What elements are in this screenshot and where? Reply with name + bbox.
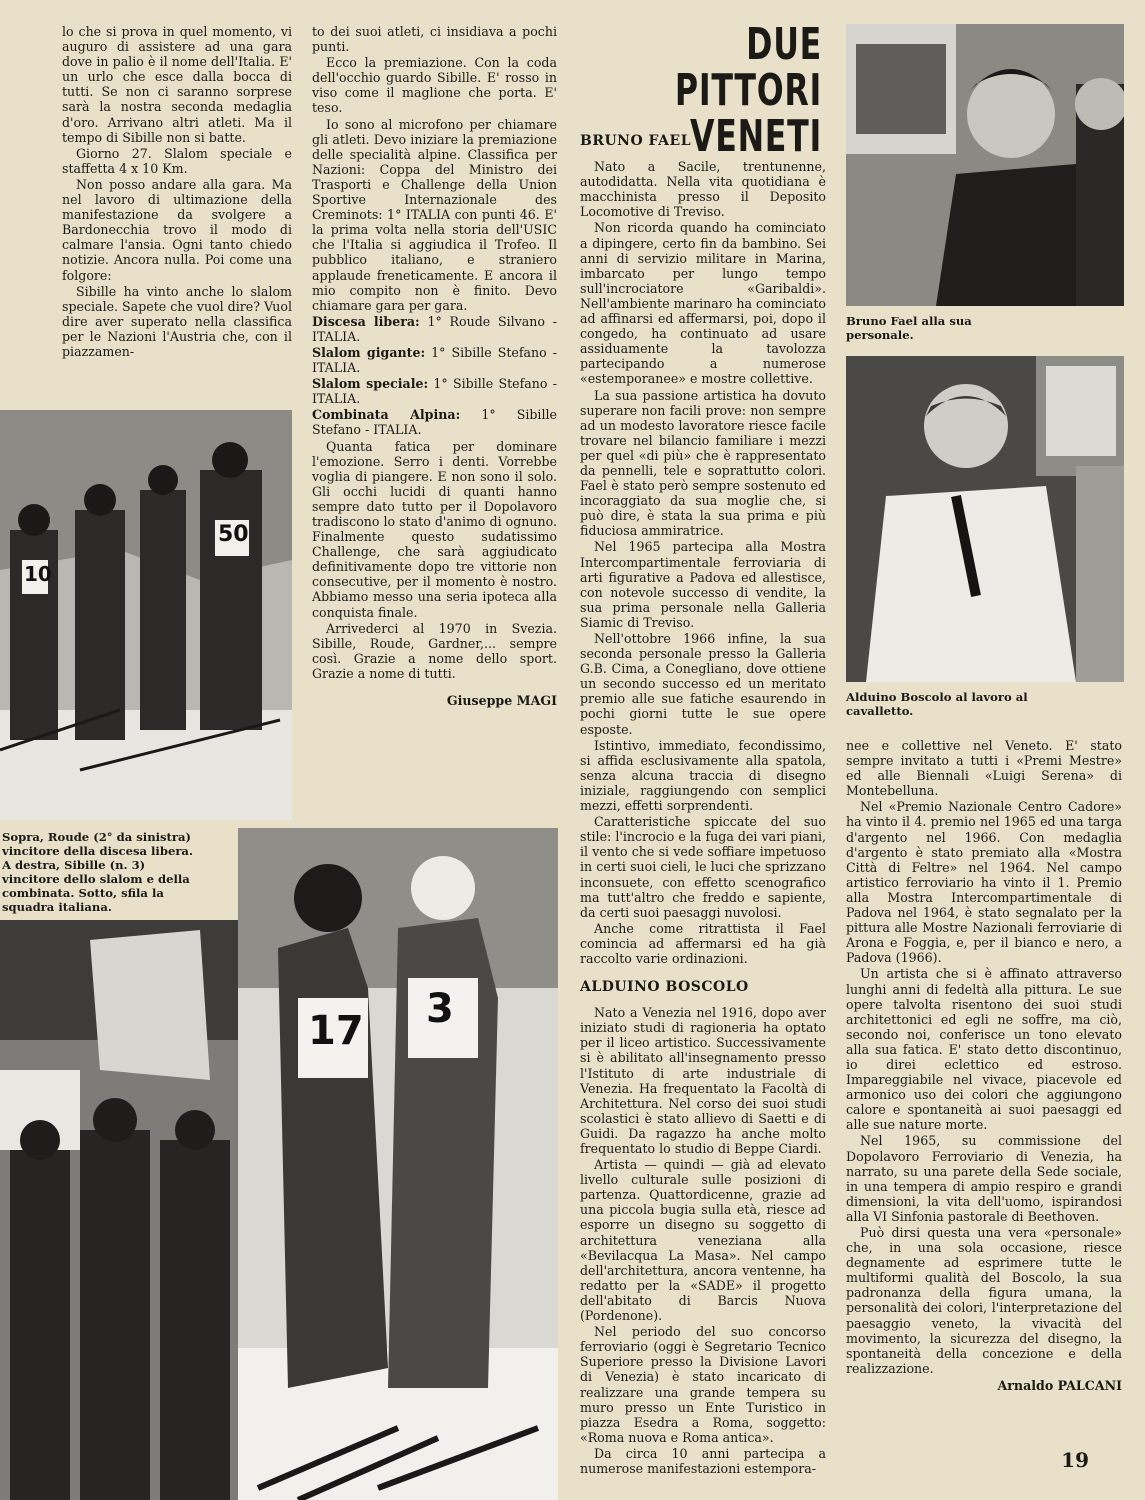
result-value: 1° Sibille Stefano - ITALIA.	[312, 344, 557, 376]
article-title: DUE PITTORI VENETI	[674, 19, 822, 162]
result-speciale	[312, 376, 557, 406]
paragraph: Non ricorda quando ha cominciato a dipingere, certo fin da bambino. Sei anni di servizio militare in Marina, imbarcato per lungo tempo sull'incrociatore «Garibaldi». Nell'ambiente marinaro ha cominciato ad affinarsi ed affermarsi, poi, dopo il congedo, ha continuato ad usare assiduamente la tavolozza partecipando a numerose «estemporanee» e mostre collettive.	[580, 220, 826, 387]
result-label: Slalom speciale:	[312, 376, 429, 392]
paragraph: Può dirsi questa una vera «personale» che, in una sola occasione, riesce degnamente ad esprimere tutte le multiformi qualità del Boscolo, la sua padronanza della figura umana, la personalità dei colori, l'interpretazione del paesaggio veneto, la vivacità del movimento, la sicurezza del disegno, la spontaneità della concezione e della realizzazione.	[846, 1225, 1122, 1376]
photo-parade-crowd	[0, 920, 238, 1500]
paragraph: Nel periodo del suo concorso ferroviario (oggi è Segretario Tecnico Superiore presso la Divisione Lavori di Venezia) è stato incaricato di realizzare una grande tempera su muro presso un Ente Turistico in piazza Esedra a Roma, soggetto: «Roma nuova e Roma antica».	[580, 1324, 826, 1445]
result-gigante	[312, 345, 557, 375]
paragraph: nee e collettive nel Veneto. E' stato sempre invitato a tutti i «Premi Mestre» ed alle Biennali «Luigi Serena» di Montebelluna.	[846, 738, 1122, 799]
paragraph: lo che si prova in quel momento, vi auguro di assistere ad una gara dove in palio è il nome dell'Italia. E' un urlo che esce dalla bocca di tutti. Se non ci saranno sorprese sarà la nostra seconda medaglia d'oro. Arrivano altri atleti. Ma il tempo di Sibille non si batte.	[62, 24, 292, 145]
result-discesa	[312, 314, 557, 344]
result-value: 1° Sibille Stefano - ITALIA.	[312, 407, 557, 438]
paragraph: Un artista che si è affinato attraverso lunghi anni di fedeltà alla pittura. Le sue opere talvolta risentono dei suoi studi architettonici ed egli ne soffre, ma ciò, secondo noi, conferisce un tono elevato alla sua fatica. E' stato detto discontinuo, io direi eclettico ed estroso. Impareggiabile nel vivace, piacevole ed armonico uso dei colori che aggiungono calore e spontaneità ai suoi paesaggi ed alle sue nature morte.	[846, 966, 1122, 1133]
bib-number-10: 10	[24, 562, 52, 586]
paragraph: Ecco la premiazione. Con la coda dell'occhio guardo Sibille. E' rosso in viso come il maglione che porta. E' teso.	[312, 55, 557, 116]
paragraph: Giorno 27. Slalom speciale e staffetta 4 x 10 Km.	[62, 145, 292, 176]
paragraph: Nell'ottobre 1966 infine, la sua seconda personale presso la Galleria G.B. Cima, a Conegliano, dove ottiene un secondo successo ed un meritato premio alle sue fatiche esaurendo in pochi giorni tutte le sue opere esposte.	[580, 631, 826, 737]
signature-magi: Giuseppe MAGI	[446, 693, 557, 709]
skiers-photo-caption: Sopra, Roude (2° da sinistra) vincitore della discesa libera. A destra, Sibille (n. 3) vincitore dello slalom e della combinata. Sotto, sfila la squadra italiana.	[2, 830, 193, 914]
photo-alduino-boscolo	[846, 356, 1124, 682]
page-number: 19	[1061, 1448, 1089, 1472]
paragraph: Nel 1965, su commissione del Dopolavoro Ferroviario di Venezia, ha narrato, su una parete della Sede sociale, in una tempera di ampio respiro e grandi dimensioni, la vita dell'uomo, ispirandosi alla VI Sinfonia pastorale di Beethoven.	[846, 1133, 1122, 1224]
alduino-boscolo-image	[846, 356, 1124, 682]
result-label: Discesa libera:	[312, 313, 420, 329]
roude-sibille-image	[238, 828, 558, 1500]
paragraph: Arrivederci al 1970 in Svezia. Sibille, Roude, Gardner,... sempre così. Grazie a nome dello sport. Grazie a nome di tutti.	[312, 620, 557, 681]
result-value: 1° Roude Silvano - ITALIA.	[312, 313, 557, 344]
paragraph: Anche come ritrattista il Fael comincia ad affermarsi ed ha già raccolto varie ordinazioni.	[580, 920, 826, 966]
signature-palcani: Arnaldo PALCANI	[997, 1377, 1122, 1393]
bruno-fael-image	[846, 24, 1124, 306]
caption-alduino-boscolo: Alduino Boscolo al lavoro al cavalletto.	[846, 690, 1028, 718]
photo-roude-sibille	[238, 828, 558, 1500]
paragraph: Da circa 10 anni partecipa a numerose manifestazioni estempora-	[580, 1445, 826, 1476]
result-value: 1° Sibille Stefano - ITALIA.	[312, 376, 557, 407]
paragraph: to dei suoi atleti, ci insidiava a pochi punti.	[312, 24, 557, 55]
paragraph: Artista — quindi — già ad elevato livello culturale sulle posizioni di partenza. Quattordicenne, grazie ad una piccola bugia sulla età, riesce ad esporre un disegno su soggetto di architettura veneziana alla «Bevilacqua La Masa». Nel campo dell'architettura, ancora ventenne, ha redatto per la «SADE» il progetto dell'abitato di Barcis Nuova (Pordenone).	[580, 1157, 826, 1324]
paragraph: Caratteristiche spiccate del suo stile: l'incrocio e la fuga dei vari piani, il vento che si vede soffiare impetuoso in certi suoi cieli, le luci che sprizzano inconsuete, con effetto scenografico ma tutt'altro che freddo e sapiente, da certi suoi paesaggi nuvolosi.	[580, 814, 826, 920]
article2-column4	[846, 738, 1122, 1393]
paragraph: Non posso andare alla gara. Ma nel lavoro di ultimazione della manifestazione da svolgere a Bardonecchia trovo il modo di calmare l'ansia. Ogni tanto chiedo notizie. Ancora nulla. Poi come una folgore:	[62, 176, 292, 283]
article1-column1	[62, 24, 292, 360]
article1-column2	[312, 24, 557, 708]
result-label: Combinata Alpina:	[312, 407, 461, 423]
paragraph: Nato a Sacile, trentunenne, autodidatta. Nella vita quotidiana è macchinista presso il Deposito Locomotive di Treviso.	[580, 159, 826, 220]
paragraph: Istintivo, immediato, fecondissimo, si affida esclusivamente alla spatola, senza alcuna traccia di disegno iniziale, raggiungendo con semplici mezzi, effetti sorprendenti.	[580, 737, 826, 814]
photo-bruno-fael	[846, 24, 1124, 306]
section-heading-alduino-boscolo: ALDUINO BOSCOLO	[580, 979, 749, 996]
paragraph: Sibille ha vinto anche lo slalom speciale. Sapete che vuol dire? Vuol dire aver superato nella classifica per le Nazioni l'Austria che, con il piazzamen-	[62, 283, 293, 359]
skiers-group-image	[0, 410, 292, 820]
bib-number-50: 50	[218, 522, 249, 547]
caption-bruno-fael: Bruno Fael alla sua personale.	[846, 314, 972, 342]
bib-number-17: 17	[308, 1008, 364, 1054]
paragraph: Quanta fatica per dominare l'emozione. Serro i denti. Vorrebbe voglia di piangere. E non sono il solo. Gli occhi lucidi di quanti hanno sempre dato tutto per il Dopolavoro tradiscono lo stato d'animo di ognuno. Finalmente questo sudatissimo Challenge, che sarà aggiudicato definitivamente dopo tre vittorie non consecutive, per il momento è nostro. Abbiamo messo una seria ipoteca alla conquista finale.	[312, 438, 557, 620]
paragraph: La sua passione artistica ha dovuto superare non facili prove: non sempre ad un modesto lavoratore riesce facile trovare nel bilancio familiare i mezzi per quel «di più» che è rappresentato da pennelli, tele e soprattutto colori. Fael è stato però sempre sostenuto ed incoraggiato da sua moglie che, si può dire, è stata la sua prima e più fiduciosa ammiratrice.	[580, 387, 826, 539]
article2-column3	[580, 126, 826, 1477]
paragraph: Nato a Venezia nel 1916, dopo aver iniziato studi di ragioneria ha optato per il liceo artistico. Successivamente si è abilitato all'insegnamento presso l'Istituto di arte industriale di Venezia. Ha frequentato la Facoltà di Architettura. Nel corso dei suoi studi scolastici è stato allievo di Saetti e di Guidi. Da ragazzo ha anche molto frequentato lo studio di Beppe Ciardi.	[580, 1005, 826, 1156]
paragraph: Io sono al microfono per chiamare gli atleti. Devo iniziare la premiazione delle specialità alpine. Classifica per Nazioni: Coppa del Ministro dei Trasporti e Challenge della Union Sportive Internazionale des Creminots: 1° ITALIA con punti 46. E' la prima volta nella storia dell'USIC che l'Italia si aggiudica il Trofeo. Il pubblico italiano, e straniero applaude freneticamente. E ancora il mio compito non è finito. Devo chiamare gara per gara.	[312, 116, 557, 313]
photo-skiers-group	[0, 410, 292, 820]
paragraph: Nel «Premio Nazionale Centro Cadore» ha vinto il 4. premio nel 1965 ed una targa d'argento nel 1966. Con medaglia d'argento è stato premiato alla «Mostra Città di Feltre» nel 1964. Nel campo artistico ferroviario ha vinto il 1. Premio alla Mostra Intercompartimentale di Padova nel 1964, è stato segnalato per la pittura alle Mostre Nazionali ferroviarie di Arona e Foggia, e, per il bianco e nero, a Padova (1966).	[846, 799, 1122, 966]
paragraph: Nel 1965 partecipa alla Mostra Intercompartimentale ferroviaria di arti figurative a Padova ed allestisce, con notevole successo di vendite, la sua prima personale nella Galleria Siamic di Treviso.	[580, 539, 826, 630]
bib-number-3: 3	[426, 986, 454, 1032]
parade-crowd-image	[0, 920, 238, 1500]
result-combinata	[312, 407, 557, 437]
result-label: Slalom gigante:	[312, 344, 426, 360]
section-heading-bruno-fael: BRUNO FAEL	[580, 133, 692, 149]
